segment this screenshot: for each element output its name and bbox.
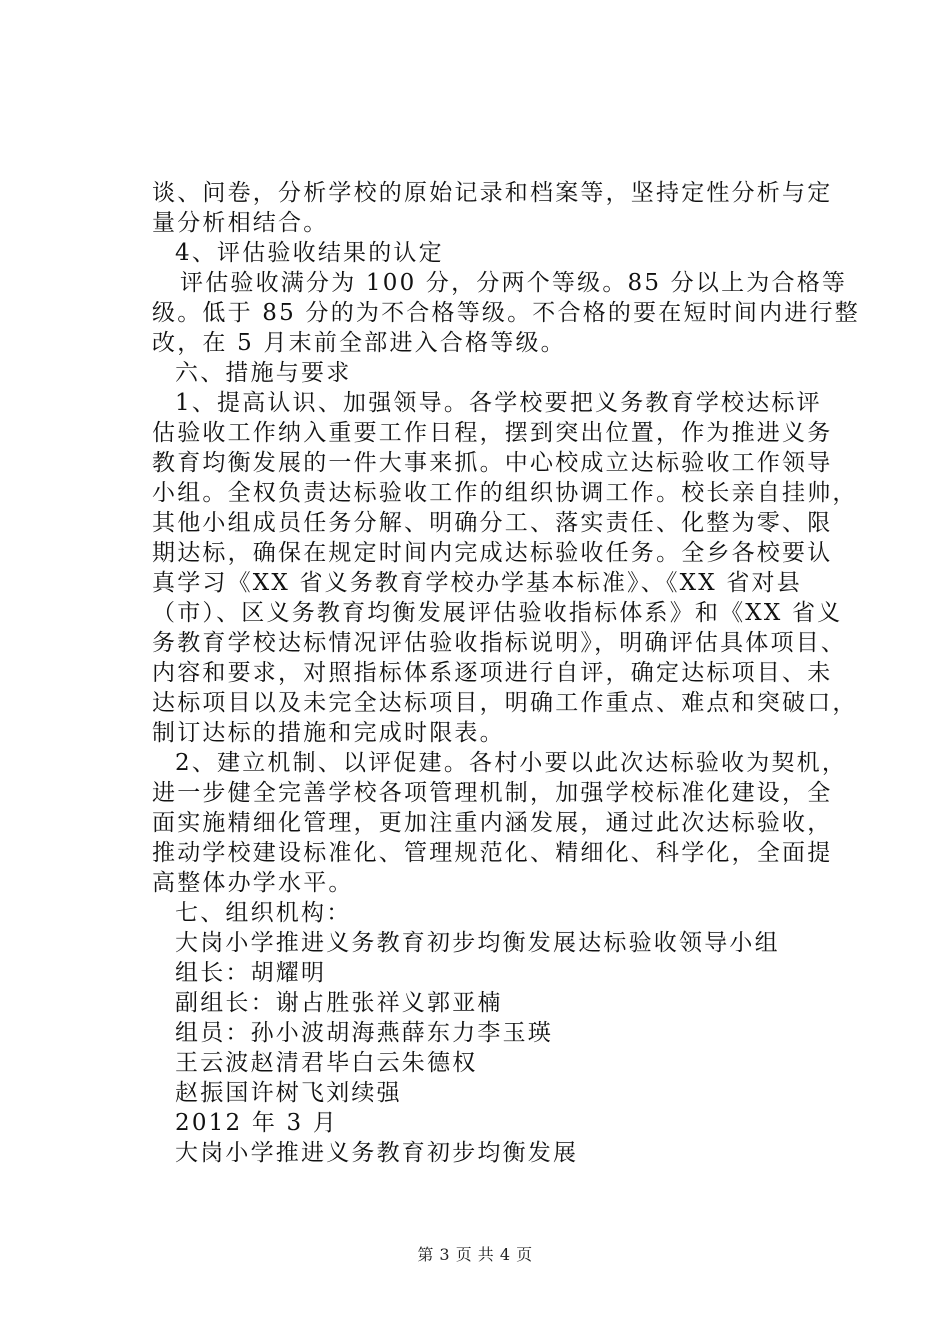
text-line: 达标项目以及未完全达标项目，明确工作重点、难点和突破口，	[152, 690, 858, 716]
next-section-title: 大岗小学推进义务教育初步均衡发展	[175, 1140, 579, 1166]
page-footer: 第 3 页 共 4 页	[417, 1245, 533, 1264]
text-line: 级。低于 85 分的为不合格等级。不合格的要在短时间内进行整	[152, 300, 860, 326]
text-line: 面实施精细化管理，更加注重内涵发展，通过此次达标验收，	[152, 810, 833, 836]
text-line: 内容和要求，对照指标体系逐项进行自评，确定达标项目、未	[152, 660, 833, 686]
section-heading: 七、组织机构：	[175, 900, 352, 926]
text-line: 进一步健全完善学校各项管理机制，加强学校标准化建设，全	[152, 780, 833, 806]
group-members-cont: 赵振国许树飞刘续强	[175, 1080, 402, 1106]
text-line: 1、提高认识、加强领导。各学校要把义务教育学校达标评	[175, 390, 822, 416]
text-line: （市）、区义务教育均衡发展评估验收指标体系》和《XX 省义	[152, 600, 843, 626]
text-line: 真学习《XX 省义务教育学校办学基本标准》、《XX 省对县	[152, 570, 802, 596]
text-line: 2、建立机制、以评促建。各村小要以此次达标验收为契机，	[175, 750, 848, 776]
text-line: 高整体办学水平。	[152, 870, 354, 896]
text-line: 小组。全权负责达标验收工作的组织协调工作。校长亲自挂帅，	[152, 480, 858, 506]
text-line: 评估验收满分为 100 分，分两个等级。85 分以上为合格等	[180, 270, 848, 296]
group-deputy-leaders: 副组长：谢占胜张祥义郭亚楠	[175, 990, 503, 1016]
section-heading: 六、措施与要求	[175, 360, 352, 386]
text-line: 估验收工作纳入重要工作日程，摆到突出位置，作为推进义务	[152, 420, 833, 446]
text-line: 制订达标的措施和完成时限表。	[152, 720, 505, 746]
group-members: 组员：孙小波胡海燕薛东力李玉瑛	[175, 1020, 553, 1046]
text-line: 量分析相结合。	[152, 210, 329, 236]
text-line: 改，在 5 月末前全部进入合格等级。	[152, 330, 566, 356]
text-line: 期达标，确保在规定时间内完成达标验收任务。全乡各校要认	[152, 540, 833, 566]
text-line: 其他小组成员任务分解、明确分工、落实责任、化整为零、限	[152, 510, 833, 536]
group-members-cont: 王云波赵清君毕白云朱德权	[175, 1050, 478, 1076]
document-date: 2012 年 3 月	[175, 1110, 339, 1136]
text-line: 教育均衡发展的一件大事来抓。中心校成立达标验收工作领导	[152, 450, 833, 476]
text-line: 推动学校建设标准化、管理规范化、精细化、科学化，全面提	[152, 840, 833, 866]
section-heading: 4、评估验收结果的认定	[175, 240, 444, 266]
group-title: 大岗小学推进义务教育初步均衡发展达标验收领导小组	[175, 930, 780, 956]
group-leader: 组长：胡耀明	[175, 960, 327, 986]
text-line: 谈、问卷，分析学校的原始记录和档案等，坚持定性分析与定	[152, 180, 833, 206]
text-line: 务教育学校达标情况评估验收指标说明》，明确评估具体项目、	[152, 630, 847, 656]
